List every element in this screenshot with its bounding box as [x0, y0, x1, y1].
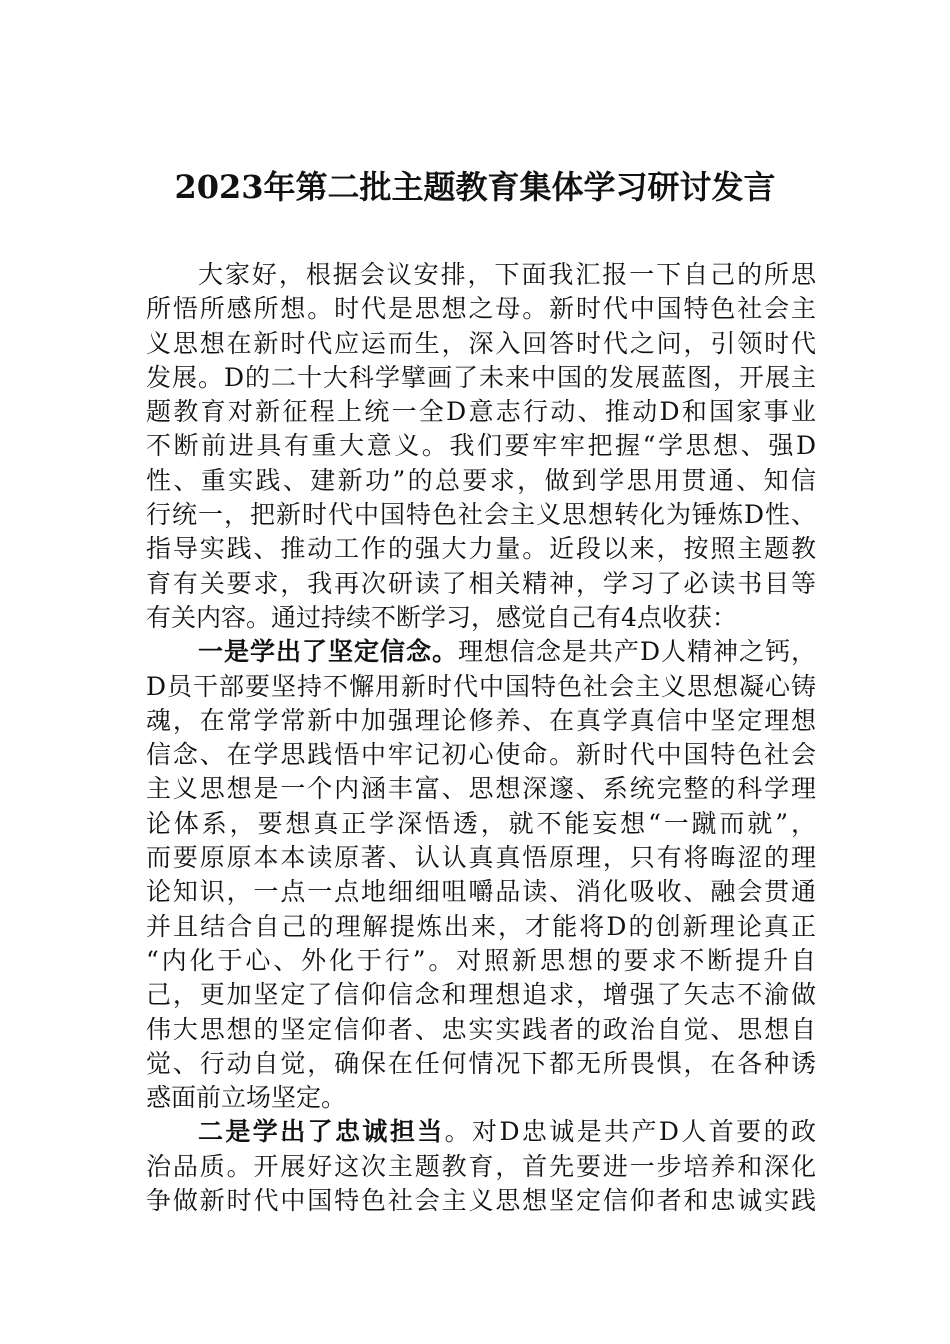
- text-line: 而要原原本本读原著、认认真真悟原理，只有将晦涩的理: [146, 843, 816, 873]
- text-line: 伟大思想的坚定信仰者、忠实实践者的政治自觉、思想自: [146, 1014, 816, 1044]
- paragraph-firm-belief: [146, 635, 816, 1115]
- text-line: “内化于心、外化于行”。对照新思想的要求不断提升自: [146, 945, 816, 975]
- heading-line-rest: 。对D忠诚是共产D人首要的政: [444, 1117, 816, 1147]
- text-line: 行统一，把新时代中国特色社会主义思想转化为锤炼D性、: [146, 500, 816, 530]
- paragraph-loyalty: [146, 1115, 816, 1218]
- text-line: 治品质。开展好这次主题教育，首先要进一步培养和深化: [146, 1151, 816, 1181]
- text-line: [146, 1115, 816, 1149]
- text-line: 性、重实践、建新功”的总要求，做到学思用贯通、知信: [146, 465, 816, 495]
- text-line: 魂，在常学常新中加强理论修养、在真学真信中坚定理想: [146, 705, 816, 735]
- paragraph-intro: [146, 258, 816, 635]
- text-line: 指导实践、推动工作的强大力量。近段以来，按照主题教: [146, 534, 816, 564]
- text-line: 不断前进具有重大意义。我们要牢牢把握“学思想、强D: [146, 431, 816, 461]
- section-heading-2: 二是学出了忠诚担当: [198, 1117, 445, 1147]
- document-body: [146, 258, 816, 1218]
- text-line: 觉、行动自觉，确保在任何情况下都无所畏惧，在各种诱: [146, 1048, 816, 1078]
- text-line: 大家好，根据会议安排，下面我汇报一下自己的所思: [198, 260, 816, 289]
- text-line: 有关内容。通过持续不断学习，感觉自己有4点收获：: [146, 602, 737, 632]
- text-line: 争做新时代中国特色社会主义思想坚定信仰者和忠诚实践: [146, 1186, 816, 1216]
- document-title: 2023年第二批主题教育集体学习研讨发言: [174, 168, 776, 206]
- text-line: 并且结合自己的理解提炼出来，才能将D的创新理论真正: [146, 911, 816, 941]
- text-line: 信念、在学思践悟中牢记初心使命。新时代中国特色社会: [146, 740, 816, 770]
- text-line: D员干部要坚持不懈用新时代中国特色社会主义思想凝心铸: [146, 671, 816, 701]
- text-line: 义思想在新时代应运而生，深入回答时代之问，引领时代: [146, 328, 816, 358]
- text-line: 惑面前立场坚定。: [146, 1083, 347, 1113]
- heading-line-rest: 理想信念是共产D人精神之钙，: [457, 637, 816, 667]
- text-line: 己，更加坚定了信仰信念和理想追求，增强了矢志不渝做: [146, 980, 816, 1010]
- text-line: 论体系，要想真正学深悟透，就不能妄想“一蹴而就”，: [146, 808, 816, 838]
- text-line: 主义思想是一个内涵丰富、思想深邃、系统完整的科学理: [146, 774, 816, 804]
- text-line: [146, 635, 816, 669]
- text-line: 所悟所感所想。时代是思想之母。新时代中国特色社会主: [146, 294, 816, 324]
- text-line: 论知识，一点一点地细细咀嚼品读、消化吸收、融会贯通: [146, 877, 816, 907]
- text-line: 发展。D的二十大科学擘画了未来中国的发展蓝图，开展主: [146, 362, 816, 392]
- section-heading-1: 一是学出了坚定信念。: [198, 637, 458, 667]
- text-line: 题教育对新征程上统一全D意志行动、推动D和国家事业: [146, 397, 816, 427]
- text-line: 育有关要求，我再次研读了相关精神，学习了必读书目等: [146, 568, 816, 598]
